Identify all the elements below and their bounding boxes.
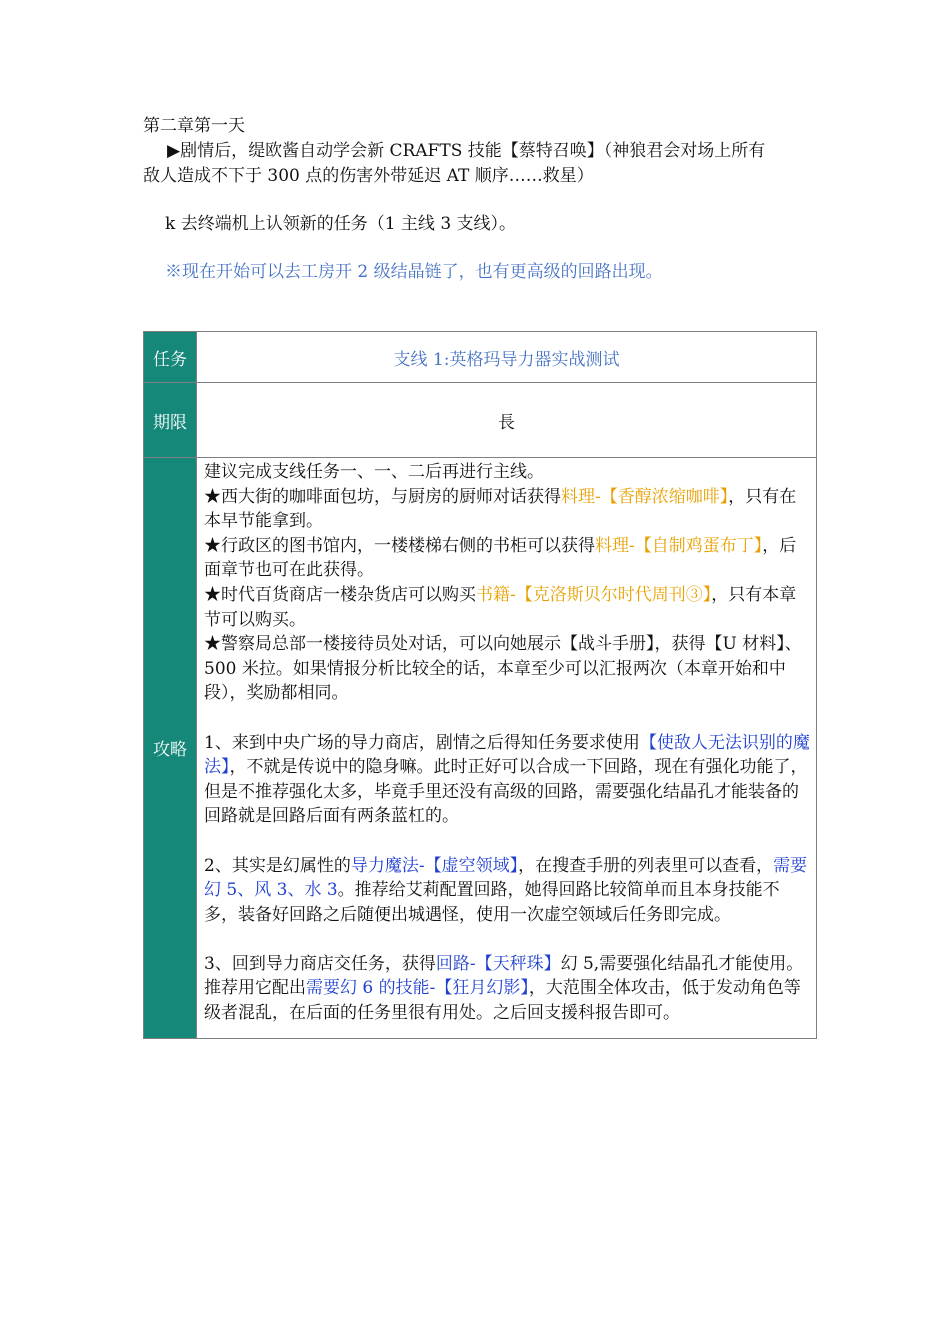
task-value: 支线 1:英格玛导力器实战测试: [197, 332, 817, 383]
guide-intro: 建议完成支线任务一、一、二后再进行主线。: [204, 462, 544, 482]
guide-step-3: 3、回到导力商店交任务，获得回路-【天秤珠】幻 5,需要强化结晶孔才能使用。推荐用它配出需要幻 6 的技能-【狂月幻影】，大范围全体攻击，低于发动角色等级者混乱，在后面的任务里很有用处。之后回支援科报告即可。: [204, 953, 804, 1024]
guide-content: [197, 458, 817, 1039]
step2-requirement: 需要幻 5、风 3、水 3: [204, 855, 808, 901]
deadline-row: [144, 383, 817, 458]
item-book-link: 书籍-【克洛斯贝尔时代周刊③】: [476, 584, 712, 605]
guide-row: [144, 458, 817, 1039]
step3-skill-link: 需要幻 6 的技能-【狂月幻影】: [306, 978, 529, 999]
guide-item-pudding: ★行政区的图书馆内，一楼楼梯右侧的书柜可以获得料理-【自制鸡蛋布丁】，后面章节也可在此获得。: [204, 535, 797, 581]
quest-table: [143, 331, 817, 1039]
guide-label: 攻略: [144, 458, 197, 1039]
guide-step-2: 2、其实是幻属性的导力魔法-【虚空领域】，在搜查手册的列表里可以查看，需要幻 5、风 3、水 3。推荐给艾莉配置回路，她得回路比较简单而且本身技能不多，装备好回路之后随便出城遇怪，使用一次虚空领域后任务即完成。: [204, 855, 808, 925]
guide-item-police: ★警察局总部一楼接待员处对话，可以向她展示【战斗手册】，获得【U 材料】、500 米拉。如果情报分析比较全的话，本章至少可以汇报两次（本章开始和中段），奖励都相同。: [204, 634, 802, 704]
guide-step-1: 1、来到中央广场的导力商店，剧情之后得知任务要求使用【使敌人无法识别的魔法】，不就是传说中的隐身嘛。此时正好可以合成一下回路，现在有强化功能了，但是不推荐强化太多，毕竟手里还没有高级的回路，需要强化结晶孔才能装备的回路就是回路后面有两条蓝杠的。: [204, 732, 810, 827]
step2-magic-link: 导力魔法-【虚空领域】: [350, 855, 519, 876]
guide-item-book: ★时代百货商店一楼杂货店可以购买书籍-【克洛斯贝尔时代周刊③】，只有本章节可以购买。: [204, 584, 797, 630]
deadline-value: 長: [197, 383, 817, 458]
chapter-heading: 第二章第一天: [143, 116, 245, 136]
step1-magic-link: 【使敌人无法识别的魔法】: [204, 732, 810, 778]
crystal-note: ※现在开始可以去工房开 2 级结晶链了，也有更高级的回路出现。: [165, 262, 663, 282]
guide-item-coffee: ★西大街的咖啡面包坊，与厨房的厨师对话获得料理-【香醇浓缩咖啡】，只有在本早节能拿到。: [204, 486, 797, 532]
task-instruction: k 去终端机上认领新的任务（1 主线 3 支线）。: [165, 214, 517, 234]
deadline-label: 期限: [144, 383, 197, 458]
intro-section: [143, 114, 823, 285]
task-row: [144, 332, 817, 383]
step3-quartz-link: 回路-【天秤珠】: [435, 953, 561, 974]
task-label: 任务: [144, 332, 197, 383]
story-text-line2: 敌人造成不下于 300 点的伤害外带延迟 AT 顺序……救星）: [143, 166, 594, 186]
item-coffee-link: 料理-【香醇浓缩咖啡】: [561, 486, 729, 507]
item-pudding-link: 料理-【自制鸡蛋布丁】: [595, 535, 763, 556]
story-text-line1: ▶剧情后，缇欧酱自动学会新 CRAFTS 技能【蔡特召唤】（神狼君会对场上所有: [167, 141, 766, 161]
